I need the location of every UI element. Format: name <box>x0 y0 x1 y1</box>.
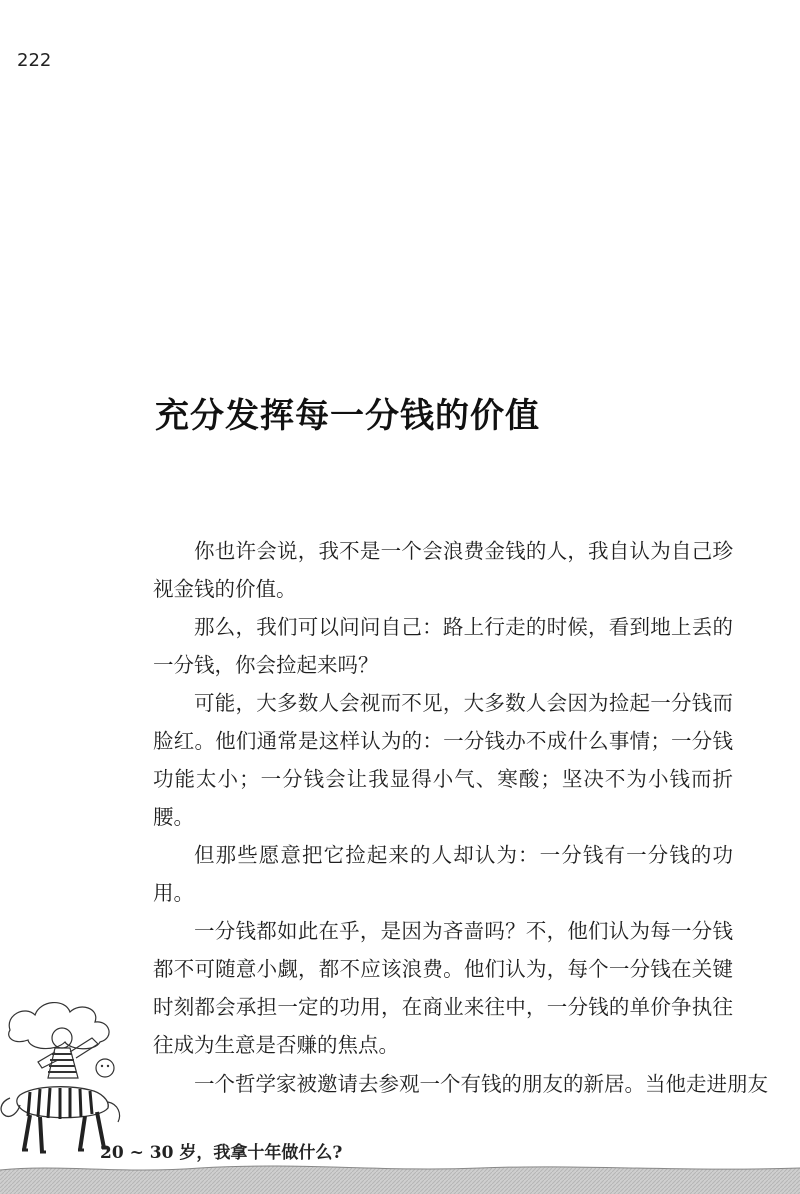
paragraph: 一分钱都如此在乎，是因为吝啬吗？不，他们认为每一分钱都不可随意小觑，都不应该浪费。他们认为，每个一分钱在关键时刻都会承担一定的功用，在商业来往中，一分钱的单价争执往往成为生意是否赚的焦点。 <box>153 919 733 1057</box>
body-text <box>153 532 768 1096</box>
paragraph: 那么，我们可以问问自己：路上行走的时候，看到地上丢的一分钱，你会捡起来吗？ <box>153 615 733 677</box>
page-number: 222 <box>17 50 52 71</box>
chapter-title: 充分发挥每一分钱的价值 <box>155 396 540 436</box>
story-opening-paragraph: 一个哲学家被邀请去参观一个有钱的朋友的新居。当他走进朋友 <box>194 1072 768 1096</box>
bottom-decorative-band <box>0 1160 800 1194</box>
paragraph: 但那些愿意把它捡起来的人却认为：一分钱有一分钱的功用。 <box>153 843 733 905</box>
footer-book-title: 20 ~ 30 岁，我拿十年做什么? <box>100 1143 343 1163</box>
paragraph: 你也许会说，我不是一个会浪费金钱的人，我自认为自己珍视金钱的价值。 <box>153 539 733 601</box>
paragraph: 可能，大多数人会视而不见，大多数人会因为捡起一分钱而脸红。他们通常是这样认为的：一分钱办不成什么事情；一分钱功能太小；一分钱会让我显得小气、寒酸；坚决不为小钱而折腰。 <box>153 691 733 829</box>
